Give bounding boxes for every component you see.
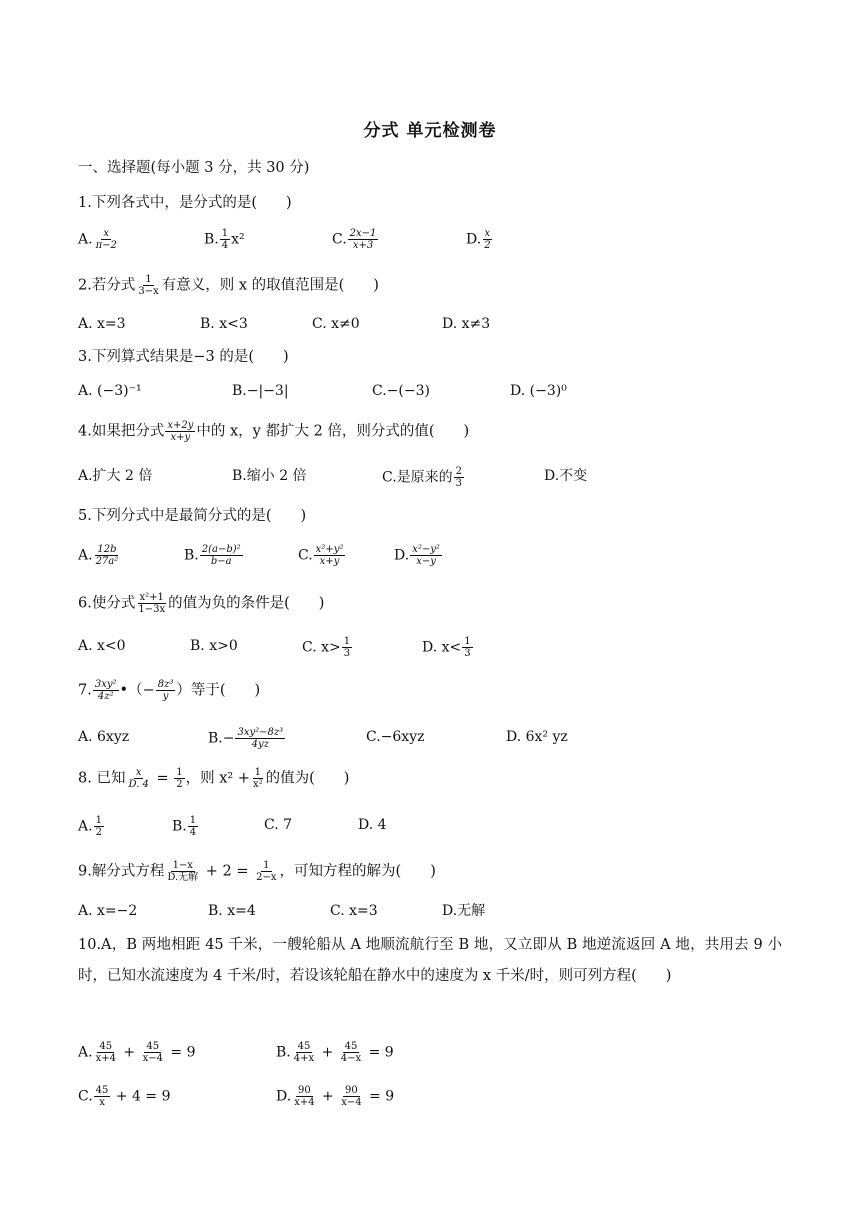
fraction: $\frac{1}{4}$ (189, 815, 197, 838)
fraction: $\frac{1}{\text{x²}}$ (252, 767, 263, 790)
q5-option-d: D. $\frac{\text{x²−y²}}{x-y}$ (394, 544, 440, 567)
q4-option-a: A.扩大 2 倍 (78, 468, 153, 484)
q3-option-a: A. (−3)⁻¹ (78, 383, 142, 399)
fraction: $\frac{45}{x+4}$ (95, 1041, 116, 1064)
fraction: $\frac{\text{x²−y²}}{x-y}$ (412, 544, 440, 567)
fraction: $\frac{45}{x}$ (95, 1085, 109, 1108)
fraction: $\frac{x+2y}{x+y}$ (167, 420, 194, 443)
q2-option-b: B. x<3 (200, 316, 248, 332)
question-2-stem: 2.若分式 $\frac{1}{3-x}$ 有意义，则 x 的取值范围是( ) (78, 274, 379, 297)
fraction: $\frac{x}{D. 4}$ (128, 767, 149, 790)
q3-option-b: B.−|−3| (232, 383, 289, 399)
q2-option-c: C. x≠0 (312, 316, 360, 332)
question-10-stem: 10.A，B 两地相距 45 千米，一艘轮船从 A 地顺流航行至 B 地，又立即从 B 地逆流返回 A 地，共用去 9 小时，已知水流速度为 4 千米/时，若设该轮船在静水中的速度为 x 千米/时，则可列方程( ) (78, 937, 782, 984)
fraction: $\frac{1}{2}$ (95, 815, 102, 838)
q9-option-c: C. x=3 (330, 903, 378, 919)
fraction: $\frac{\text{3xy²}}{\text{4z²}}$ (94, 679, 117, 702)
q4-option-c: C.是原来的 $\frac{2}{3}$ (382, 466, 463, 489)
q4-option-d: D.不变 (544, 468, 588, 484)
question-5-stem: 5.下列分式中是最简分式的是( ) (78, 508, 307, 524)
q9-option-a: A. x=−2 (78, 903, 138, 919)
question-6-stem: 6.使分式 $\frac{\text{x²+1}}{1-3x}$ 的值为负的条件是( ) (78, 592, 325, 615)
fraction: $\frac{45}{x-4}$ (142, 1041, 163, 1064)
q1-option-d: D. $\frac{x}{2}$ (466, 228, 491, 251)
q8-option-d: D. 4 (358, 817, 387, 833)
fraction: $\frac{90}{x-4}$ (341, 1085, 362, 1108)
q10-option-d: D. $\frac{90}{x+4}$ + $\frac{90}{x-4}$ = 9 (276, 1085, 395, 1108)
fraction: $\frac{90}{x+4}$ (294, 1085, 315, 1108)
q3-option-c: C.−(−3) (372, 383, 430, 399)
fraction: $\frac{\text{x²+1}}{1-3x}$ (138, 592, 166, 615)
fraction: $\frac{12b}{\text{27a²}}$ (95, 544, 119, 567)
question-8-stem: 8. 已知 $\frac{x}{D. 4}$ = $\frac{1}{2}$ ，则 x² + $\frac{1}{\text{x²}}$ 的值为( ) (78, 767, 350, 790)
q7-option-c: C.−6xyz (366, 729, 425, 745)
q1-option-c: C. $\frac{2x-1}{x+3}$ (332, 228, 377, 251)
fraction: $\frac{x}{2}$ (484, 228, 491, 251)
section-heading: 一、选择题(每小题 3 分，共 30 分) (78, 160, 310, 176)
fraction: $\frac{\text{3xy²−8z³}}{4yz}$ (237, 727, 284, 750)
q5-option-c: C. $\frac{\text{x²+y²}}{x+y}$ (298, 544, 344, 567)
q1-option-b: B. $\frac{1}{4}$ x² (204, 228, 245, 251)
page-title: 分式 单元检测卷 (363, 121, 497, 141)
fraction: $\frac{45}{4+x}$ (293, 1041, 315, 1064)
q3-option-d: D. (−3)⁰ (510, 383, 567, 399)
q9-option-d: D.无解 (442, 903, 486, 919)
q5-option-a: A. $\frac{12b}{\text{27a²}}$ (78, 544, 119, 567)
q7-option-d: D. 6x² yz (506, 729, 568, 745)
q9-option-b: B. x=4 (208, 903, 256, 919)
fraction: $\frac{2}{3}$ (455, 466, 463, 489)
q6-option-d: D. x< $\frac{1}{3}$ (422, 636, 471, 659)
fraction: $\frac{\text{x²+y²}}{x+y}$ (315, 544, 344, 567)
fraction: $\frac{1-x}{\text{D.无解}}$ (167, 860, 199, 883)
fraction: $\frac{1}{4}$ (221, 228, 229, 251)
q2-option-a: A. x=3 (78, 316, 126, 332)
fraction: $\frac{x}{\pi-2}$ (95, 228, 117, 251)
q10-option-c: C. $\frac{45}{x}$ + 4 = 9 (78, 1085, 171, 1108)
q4-option-b: B.缩小 2 倍 (232, 468, 307, 484)
q10-option-b: B. $\frac{45}{4+x}$ + $\frac{45}{4-x}$ = 9 (276, 1041, 394, 1064)
fraction: $\frac{1}{3}$ (464, 636, 471, 659)
fraction: $\frac{1}{2-x}$ (256, 860, 277, 883)
q8-option-c: C. 7 (264, 817, 293, 833)
fraction: $\frac{1}{2}$ (176, 767, 183, 790)
q6-option-a: A. x<0 (78, 638, 126, 654)
q8-option-b: B. $\frac{1}{4}$ (172, 815, 197, 838)
q1-option-a: A. $\frac{x}{\pi-2}$ (78, 228, 117, 251)
fraction: $\frac{\text{2(a−b)²}}{b-a}$ (201, 544, 241, 567)
question-7-stem: 7. $\frac{\text{3xy²}}{\text{4z²}}$ •（− $\frac{\text{8z³}}{y}$ ）等于( ) (78, 679, 261, 702)
question-9-stem: 9.解分式方程 $\frac{1-x}{\text{D.无解}}$ + 2 = $\frac{1}{2-x}$ ，可知方程的解为( ) (78, 860, 436, 883)
q7-option-b: B.− $\frac{\text{3xy²−8z³}}{4yz}$ (208, 727, 284, 750)
fraction: $\frac{1}{3-x}$ (138, 274, 159, 297)
q7-option-a: A. 6xyz (78, 729, 130, 745)
fraction: $\frac{1}{3}$ (343, 636, 351, 659)
fraction: $\frac{2x-1}{x+3}$ (349, 228, 377, 251)
fraction: $\frac{\text{8z³}}{y}$ (157, 679, 174, 702)
question-3-stem: 3.下列算式结果是−3 的是( ) (78, 349, 289, 365)
question-4-stem: 4.如果把分式 $\frac{x+2y}{x+y}$ 中的 x，y 都扩大 2 倍，则分式的值( ) (78, 420, 470, 443)
fraction: $\frac{45}{4-x}$ (340, 1041, 362, 1064)
q6-option-c: C. x> $\frac{1}{3}$ (302, 636, 351, 659)
q6-option-b: B. x>0 (190, 638, 238, 654)
q5-option-b: B. $\frac{\text{2(a−b)²}}{b-a}$ (184, 544, 241, 567)
q10-option-a: A. $\frac{45}{x+4}$ + $\frac{45}{x-4}$ = 9 (78, 1041, 196, 1064)
q8-option-a: A. $\frac{1}{2}$ (78, 815, 102, 838)
q2-option-d: D. x≠3 (442, 316, 491, 332)
question-1-stem: 1.下列各式中，是分式的是( ) (78, 195, 292, 211)
